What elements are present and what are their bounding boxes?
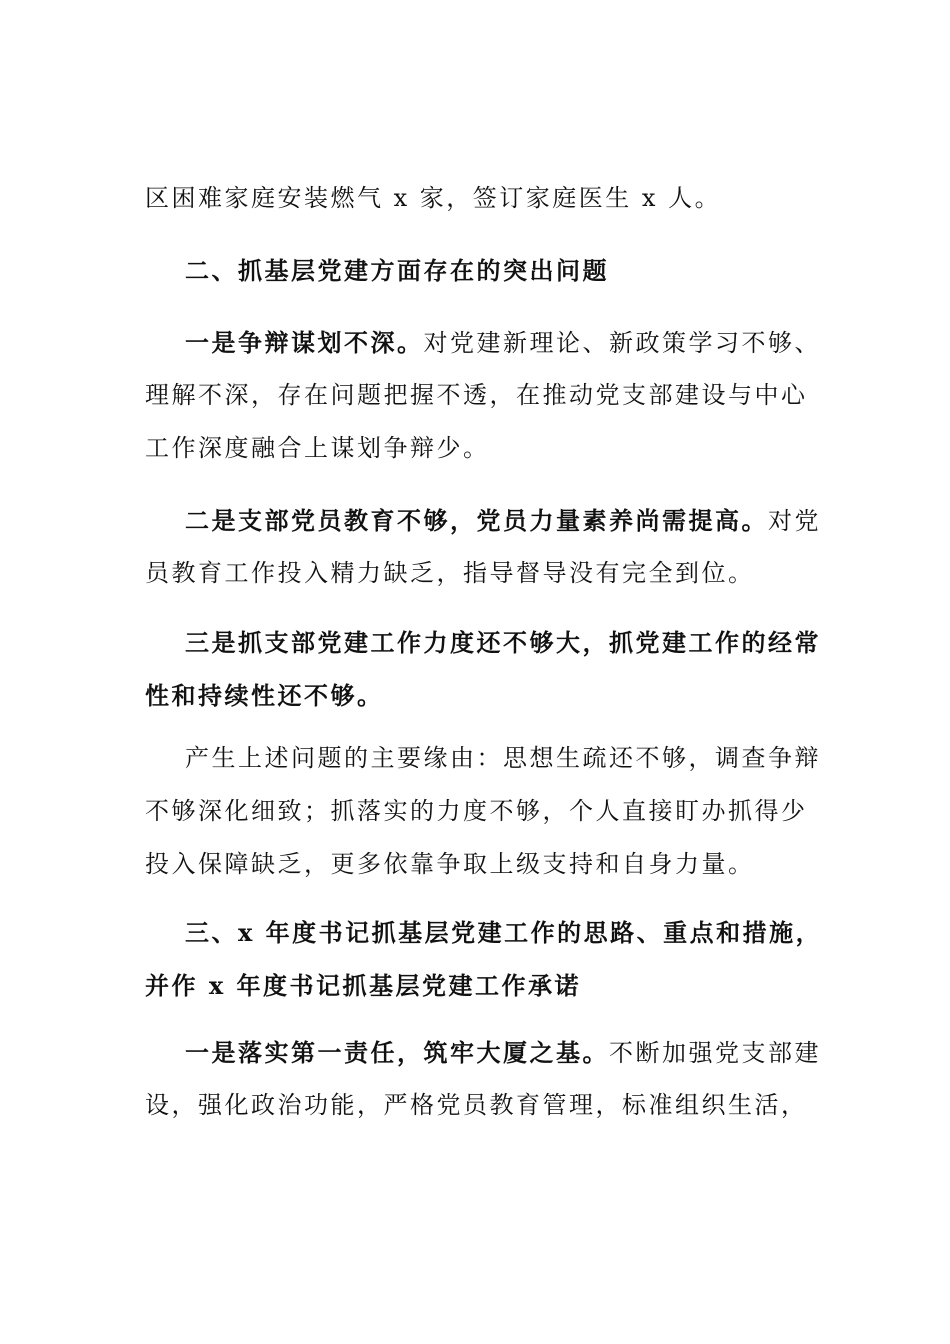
paragraph-line [145,1026,821,1079]
paragraph-line: 三是抓支部党建工作力度还不够大，抓党建工作的经常 [185,628,821,657]
paragraph-line [145,494,821,547]
paragraph-continued [145,172,807,225]
paragraph-line: 员教育工作投入精力缺乏，指导督导没有完全到位。 [145,559,755,587]
problem-paragraph-2 [145,494,821,600]
paragraph-text: 对党建新理论、新政策学习不够、 [423,329,821,357]
paragraph-text: 不断加强党支部建 [609,1039,821,1067]
paragraph-line: 产生上述问题的主要缘由：思想生疏还不够，调查争辩 [185,744,821,772]
heading-line: 并作 x 年度书记抓基层党建工作承诺 [145,971,582,1000]
paragraph-line: 性和持续性还不够。 [145,681,384,710]
paragraph-line [145,316,821,369]
bold-lead: 二是支部党员教育不够，党员力量素养尚需提高。 [185,506,768,535]
problem-paragraph-3 [145,616,821,722]
section-heading-2 [145,244,807,297]
paragraph-line: 设，强化政治功能，严格党员教育管理，标准组织生活， [145,1091,808,1119]
paragraph-line: 理解不深，存在问题把握不透，在推动党支部建设与中心 [145,381,808,409]
paragraph-text: 对党 [768,507,821,535]
paragraph-line: 工作深度融合上谋划争辩少。 [145,434,490,462]
bold-lead: 一是争辩谋划不深。 [185,328,424,357]
causes-paragraph [145,732,821,891]
heading-line: 三、x 年度书记抓基层党建工作的思路、重点和措施， [185,918,823,947]
paragraph-line: 不够深化细致；抓落实的力度不够，个人直接盯办抓得少 [145,797,808,825]
bold-lead: 一是落实第一责任，筑牢大厦之基。 [185,1038,609,1067]
heading-text: 二、抓基层党建方面存在的突出问题 [185,256,609,285]
problem-paragraph-1 [145,316,821,475]
measure-paragraph-1 [145,1026,821,1132]
paragraph-line: 区困难家庭安装燃气 x 家，签订家庭医生 x 人。 [145,184,722,212]
section-heading-3 [145,906,823,1012]
paragraph-line: 投入保障缺乏，更多依靠争取上级支持和自身力量。 [145,850,755,878]
